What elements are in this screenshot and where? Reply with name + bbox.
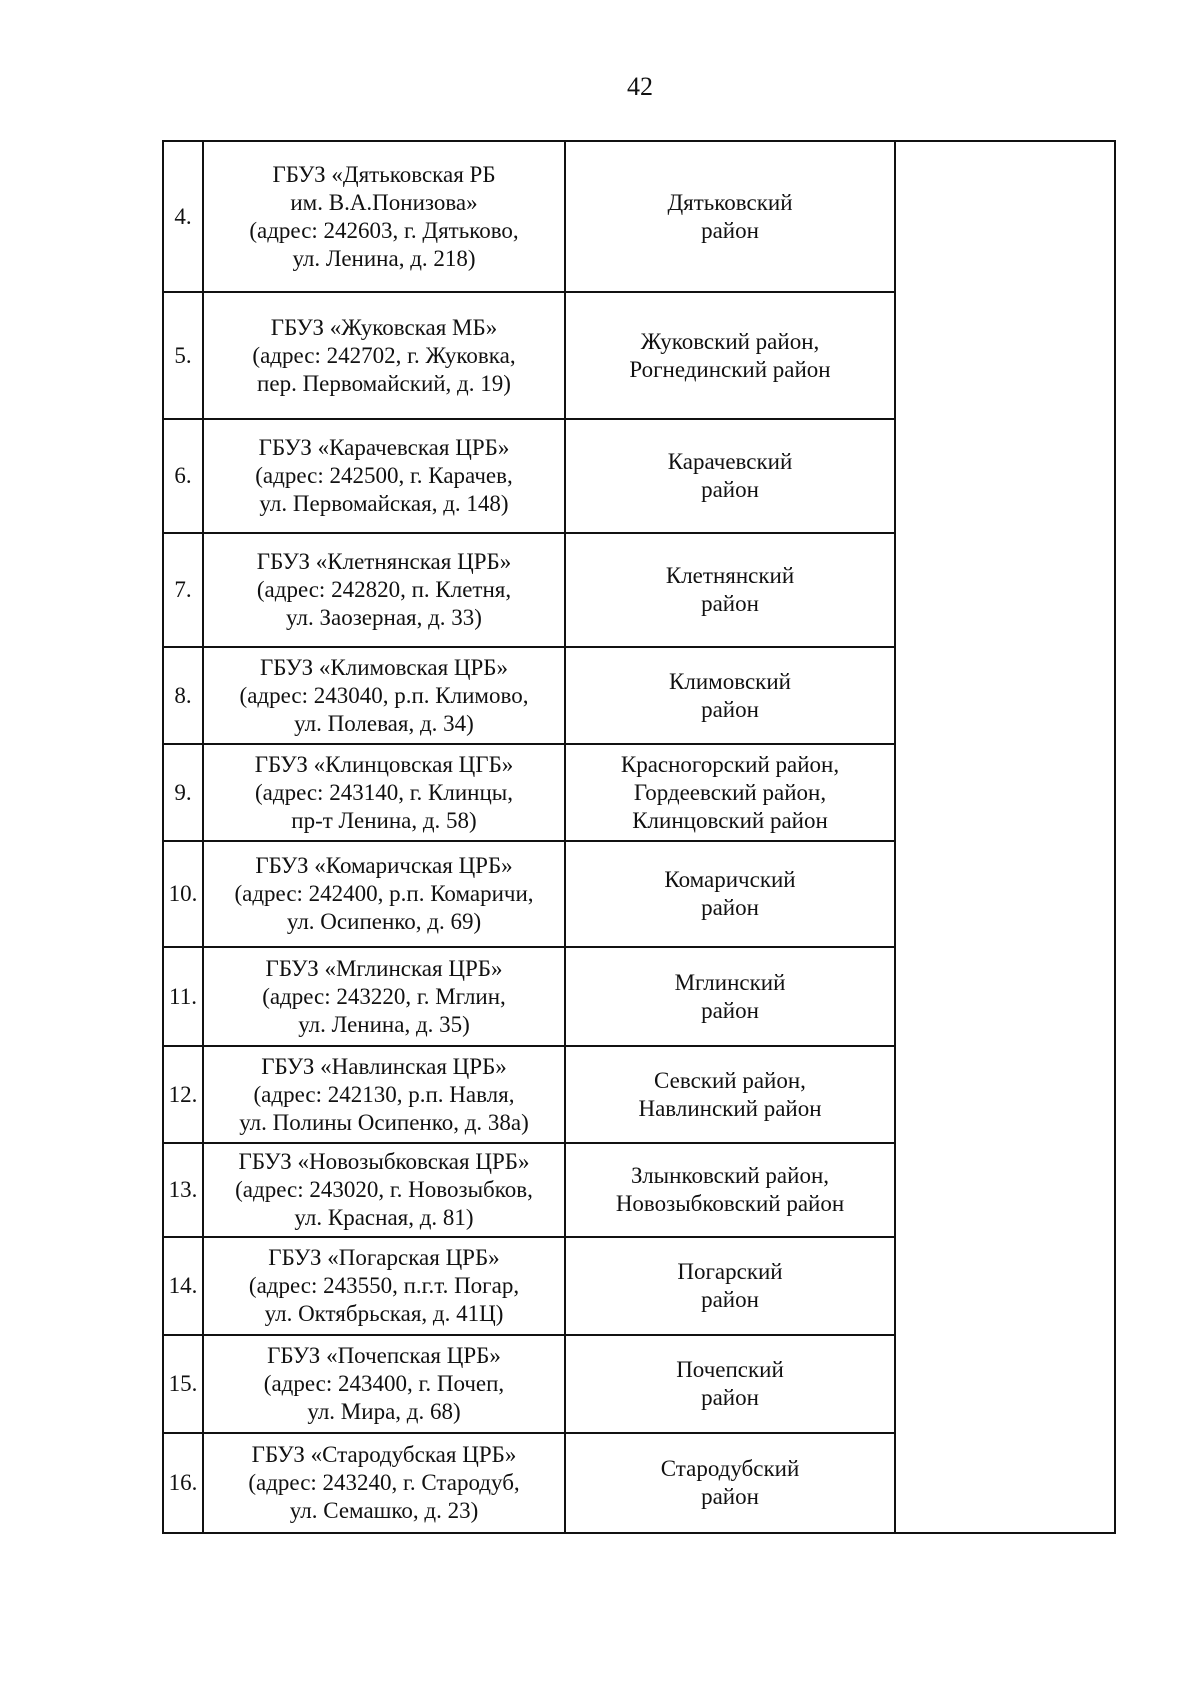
institution-line: ул. Ленина, д. 35) bbox=[298, 1011, 470, 1037]
institution-line: (адрес: 242130, р.п. Навля, bbox=[253, 1081, 515, 1107]
institution-line: ул. Первомайская, д. 148) bbox=[259, 491, 509, 516]
institution-cell bbox=[203, 1143, 565, 1237]
district-line: Клинцовский район bbox=[632, 807, 828, 833]
institution-line: ГБУЗ «Жуковская МБ» bbox=[270, 314, 498, 340]
institution-line: им. В.А.Понизова» bbox=[290, 189, 478, 215]
page-number: 42 bbox=[627, 72, 653, 101]
institution-line: ГБУЗ «Клетнянская ЦРБ» bbox=[256, 549, 512, 574]
institution-line: (адрес: 243240, г. Стародуб, bbox=[248, 1470, 520, 1495]
row-number: 9. bbox=[163, 744, 203, 841]
district-cell bbox=[565, 141, 895, 292]
institution-cell bbox=[203, 1335, 565, 1433]
institution-line: ГБУЗ «Стародубская ЦРБ» bbox=[251, 1442, 517, 1467]
district-cell bbox=[565, 292, 895, 419]
institution-line: ул. Семашко, д. 23) bbox=[289, 1498, 479, 1523]
institution-line: (адрес: 242603, г. Дятьково, bbox=[249, 217, 519, 243]
institution-line: (адрес: 243140, г. Клинцы, bbox=[255, 779, 513, 805]
row-number: 6. bbox=[163, 419, 203, 533]
district-cell bbox=[565, 744, 895, 841]
district-cell bbox=[565, 1143, 895, 1237]
district-line: район bbox=[701, 477, 759, 502]
district-line: Жуковский район, bbox=[640, 328, 820, 354]
district-line: Карачевский bbox=[667, 449, 793, 474]
district-line: район bbox=[701, 997, 759, 1023]
institution-line: (адрес: 243400, г. Почеп, bbox=[263, 1371, 505, 1396]
institution-cell bbox=[203, 141, 565, 292]
district-line: Навлинский район bbox=[638, 1095, 822, 1121]
empty-column-cell bbox=[895, 141, 1115, 1533]
district-line: Погарский bbox=[677, 1259, 783, 1284]
row-number: 8. bbox=[163, 647, 203, 744]
institution-line: (адрес: 242400, р.п. Комаричи, bbox=[234, 881, 534, 906]
institution-cell bbox=[203, 647, 565, 744]
district-cell bbox=[565, 841, 895, 947]
district-cell bbox=[565, 947, 895, 1046]
institution-line: (адрес: 243550, п.г.т. Погар, bbox=[248, 1273, 520, 1298]
district-line: район bbox=[701, 217, 759, 243]
district-line: район bbox=[701, 1484, 759, 1509]
institution-line: ГБУЗ «Дятьковская РБ bbox=[272, 161, 496, 187]
institution-cell bbox=[203, 1237, 565, 1335]
row-number: 11. bbox=[163, 947, 203, 1046]
institution-line: пр-т Ленина, д. 58) bbox=[291, 807, 477, 833]
district-line: Стародубский bbox=[660, 1456, 800, 1481]
row-number: 7. bbox=[163, 533, 203, 647]
row-number: 12. bbox=[163, 1046, 203, 1143]
institution-line: (адрес: 242500, г. Карачев, bbox=[255, 463, 513, 488]
institution-line: ГБУЗ «Новозыбковская ЦРБ» bbox=[238, 1149, 530, 1174]
district-line: район bbox=[701, 696, 759, 722]
district-line: Севский район, bbox=[654, 1067, 806, 1093]
district-line: Дятьковский bbox=[667, 189, 793, 215]
institution-cell bbox=[203, 947, 565, 1046]
district-line: Почепский bbox=[676, 1357, 784, 1382]
district-line: район bbox=[701, 591, 759, 616]
institution-cell bbox=[203, 292, 565, 419]
institution-line: ул. Октябрьская, д. 41Ц) bbox=[264, 1301, 504, 1326]
district-line: Рогнединский район bbox=[629, 356, 831, 382]
institution-cell bbox=[203, 533, 565, 647]
row-number: 5. bbox=[163, 292, 203, 419]
district-line: Злынковский район, bbox=[630, 1163, 829, 1188]
district-cell bbox=[565, 1335, 895, 1433]
institution-line: ГБУЗ «Климовская ЦРБ» bbox=[259, 654, 509, 680]
district-cell bbox=[565, 1046, 895, 1143]
institution-line: ГБУЗ «Навлинская ЦРБ» bbox=[261, 1053, 507, 1079]
institution-cell bbox=[203, 841, 565, 947]
row-number: 15. bbox=[163, 1335, 203, 1433]
district-cell bbox=[565, 533, 895, 647]
institutions-table-body bbox=[163, 141, 1115, 1533]
district-cell bbox=[565, 419, 895, 533]
institution-line: ул. Красная, д. 81) bbox=[294, 1205, 474, 1230]
district-cell bbox=[565, 1433, 895, 1533]
institution-line: (адрес: 243220, г. Мглин, bbox=[262, 983, 506, 1009]
district-line: район bbox=[701, 895, 759, 920]
row-number: 4. bbox=[163, 141, 203, 292]
district-line: Гордеевский район, bbox=[633, 779, 827, 805]
row-number: 14. bbox=[163, 1237, 203, 1335]
institution-cell bbox=[203, 419, 565, 533]
institution-line: ГБУЗ «Почепская ЦРБ» bbox=[267, 1343, 501, 1368]
district-line: Новозыбковский район bbox=[615, 1191, 845, 1216]
institution-line: (адрес: 242820, п. Клетня, bbox=[256, 577, 512, 602]
institution-cell bbox=[203, 1046, 565, 1143]
institution-line: ул. Заозерная, д. 33) bbox=[286, 605, 482, 630]
institution-line: ул. Мира, д. 68) bbox=[307, 1399, 461, 1424]
district-line: район bbox=[701, 1385, 759, 1410]
institution-line: (адрес: 243040, р.п. Климово, bbox=[239, 682, 529, 708]
district-line: Клетнянский bbox=[665, 563, 795, 588]
district-cell bbox=[565, 1237, 895, 1335]
institution-cell bbox=[203, 1433, 565, 1533]
institution-line: ул. Полевая, д. 34) bbox=[294, 710, 474, 736]
row-number: 13. bbox=[163, 1143, 203, 1237]
institution-line: ул. Осипенко, д. 69) bbox=[286, 909, 482, 934]
institution-line: ул. Полины Осипенко, д. 38а) bbox=[239, 1109, 529, 1135]
institution-line: пер. Первомайский, д. 19) bbox=[257, 370, 511, 396]
institution-line: ГБУЗ «Клинцовская ЦГБ» bbox=[254, 751, 514, 777]
institution-line: ГБУЗ «Погарская ЦРБ» bbox=[268, 1245, 500, 1270]
institution-line: ул. Ленина, д. 218) bbox=[292, 245, 476, 271]
institution-line: ГБУЗ «Карачевская ЦРБ» bbox=[258, 435, 510, 460]
district-cell bbox=[565, 647, 895, 744]
institution-line: (адрес: 243020, г. Новозыбков, bbox=[235, 1177, 533, 1202]
district-line: район bbox=[701, 1287, 759, 1312]
district-line: Красногорский район, bbox=[620, 751, 840, 777]
institution-line: (адрес: 242702, г. Жуковка, bbox=[252, 342, 516, 368]
institution-line: ГБУЗ «Комаричская ЦРБ» bbox=[255, 853, 513, 878]
institutions-table bbox=[162, 140, 1116, 1534]
institution-line: ГБУЗ «Мглинская ЦРБ» bbox=[265, 955, 503, 981]
table-row bbox=[163, 141, 1115, 292]
row-number: 16. bbox=[163, 1433, 203, 1533]
institution-cell bbox=[203, 744, 565, 841]
district-line: Комаричский bbox=[664, 867, 796, 892]
row-number: 10. bbox=[163, 841, 203, 947]
district-line: Климовский bbox=[669, 668, 791, 694]
district-line: Мглинский bbox=[674, 969, 786, 995]
